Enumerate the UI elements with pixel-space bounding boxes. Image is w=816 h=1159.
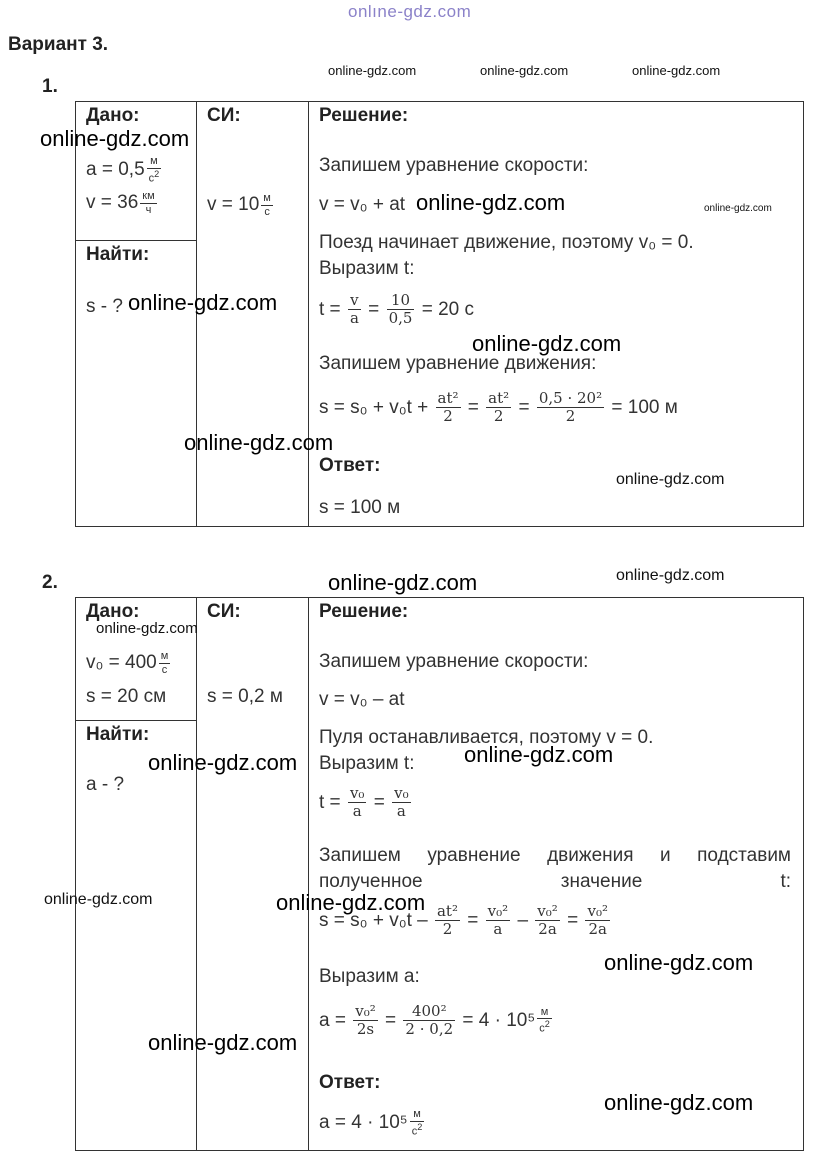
acceleration-formula: a = $\frac{\text{v₀²}}{2s}$ = $\frac{\text{400²}}{2 \cdot 0,2}$ = 4 · 10⁵ $\frac{м}{с^2}$: [319, 1002, 550, 1039]
find-value: s - ?: [86, 296, 123, 317]
top-watermark: onlıne-gdz.com: [348, 2, 472, 21]
watermark-large: online-gdz.com: [464, 742, 614, 767]
solution-line: Поезд начинает движение, поэтому v₀ = 0.: [319, 232, 694, 253]
si-label: СИ:: [207, 105, 241, 126]
solution-line: Выразим t:: [319, 258, 415, 279]
watermark-small: online-gdz.com: [44, 891, 153, 908]
velocity-equation: v = v₀ – at: [319, 689, 405, 710]
watermark-small: online-gdz.com: [480, 63, 569, 78]
answer-value: a = 4 · 10⁵ $\frac{м}{с^2}$: [319, 1108, 423, 1138]
solution-line: Запишем уравнение скорости:: [319, 155, 589, 176]
solution-line: Запишем уравнение движения и подставим полученное значение t:: [319, 845, 791, 892]
task1-solution-cell: [309, 102, 804, 527]
given-initial-velocity: v₀ = 400 $\frac{м}{с}$: [86, 650, 169, 676]
motion-formula: s = s₀ + v₀t + $\frac{\text{at²}}{2}$ = $\frac{\text{at²}}{2}$ = $\frac{\text{0,5 · 20²}}{2}$ = 100 м: [319, 389, 678, 426]
watermark-large: online-gdz.com: [40, 126, 190, 151]
time-formula: t = $\frac{\text{v₀}}{a}$ = $\frac{\text{v₀}}{a}$: [319, 784, 409, 821]
variant-title: Вариант 3.: [8, 34, 109, 55]
watermark-small: online-gdz.com: [616, 567, 725, 584]
answer-value: s = 100 м: [319, 497, 401, 518]
watermark-large: online-gdz.com: [184, 430, 334, 455]
si-distance: s = 0,2 м: [207, 686, 283, 707]
watermark-large: online-gdz.com: [128, 290, 278, 315]
task2-si-cell: [197, 598, 309, 1151]
si-label: СИ:: [207, 601, 241, 622]
answer-label: Ответ:: [319, 455, 381, 476]
task1-given-cell: [76, 102, 197, 241]
answer-label: Ответ:: [319, 1072, 381, 1093]
task2-find-cell: [76, 721, 197, 1151]
solution-label: Решение:: [319, 105, 409, 126]
watermark-small: online-gdz.com: [96, 620, 198, 637]
watermark-large: online-gdz.com: [148, 750, 298, 775]
task1-number: 1.: [42, 76, 58, 97]
task2-given-cell: [76, 598, 197, 721]
task2-table: [75, 597, 804, 1151]
watermark-large: online-gdz.com: [328, 570, 478, 595]
task2-solution-cell: [309, 598, 804, 1151]
given-acceleration: a = 0,5 $\frac{м}{с^2}$: [86, 155, 160, 185]
watermark-large: online-gdz.com: [604, 950, 754, 975]
watermark-small: online-gdz.com: [616, 471, 725, 488]
given-velocity: v = 36 $\frac{км}{ч}$: [86, 190, 155, 216]
si-velocity: v = 10 $\frac{м}{с}$: [207, 192, 271, 218]
solution-line: Выразим t:: [319, 753, 415, 774]
solution-label: Решение:: [319, 601, 409, 622]
task2-number: 2.: [42, 572, 58, 593]
find-label: Найти:: [86, 244, 150, 265]
solution-line: Пуля останавливается, поэтому v = 0.: [319, 727, 654, 748]
given-label: Дано:: [86, 105, 140, 126]
solution-line: Выразим а:: [319, 966, 420, 987]
solution-line: Запишем уравнение движения:: [319, 353, 597, 374]
time-formula: t = $\frac{v}{a}$ = $\frac{10}{0,5}$ = 20 с: [319, 291, 474, 328]
given-label: Дано:: [86, 601, 140, 622]
watermark-small: online-gdz.com: [632, 63, 721, 78]
watermark-large: online-gdz.com: [604, 1090, 754, 1115]
watermark-small: online-gdz.com: [328, 63, 417, 78]
watermark-small: online-gdz.com: [704, 203, 772, 214]
watermark-large: online-gdz.com: [416, 190, 566, 215]
find-value: a - ?: [86, 774, 125, 795]
given-distance: s = 20 см: [86, 686, 167, 707]
solution-line: Запишем уравнение скорости:: [319, 651, 589, 672]
watermark-large: online-gdz.com: [148, 1030, 298, 1055]
motion-formula: s = s₀ + v₀t – $\frac{\text{at²}}{2}$ = $\frac{\text{v₀²}}{a}$ – $\frac{\text{v₀²}}{2a}$ = $\frac{\text{v₀²}}{2a}$: [319, 902, 608, 939]
find-label: Найти:: [86, 724, 150, 745]
task1-find-cell: [76, 241, 197, 527]
watermark-large: online-gdz.com: [472, 331, 622, 356]
velocity-equation: v = v₀ + at: [319, 194, 406, 215]
watermark-large: online-gdz.com: [276, 890, 426, 915]
